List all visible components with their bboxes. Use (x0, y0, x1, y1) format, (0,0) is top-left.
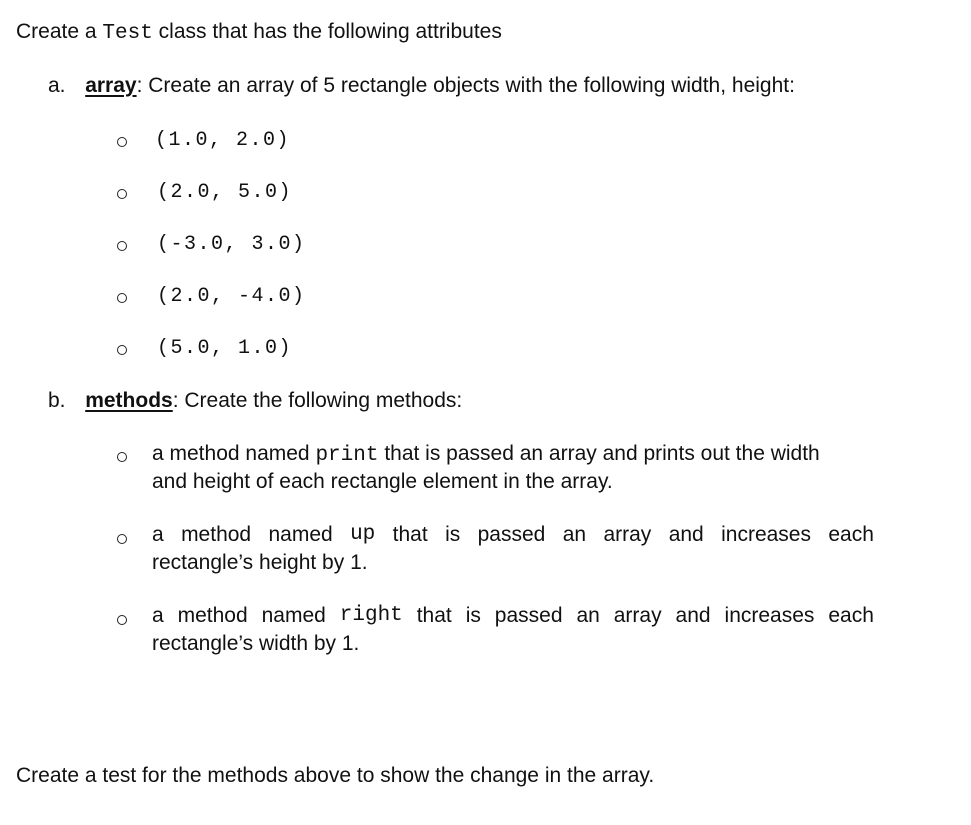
intro-class-name: Test (102, 22, 153, 45)
method-print-line1 (152, 440, 820, 470)
section-a-heading (48, 72, 795, 100)
method-word: and (675, 604, 711, 627)
section-b-letter: b. (48, 389, 66, 412)
array-item: (2.0, 5.0) (157, 181, 293, 204)
bullet-icon (117, 137, 127, 147)
method-word: is (465, 604, 481, 627)
method-up-line2: rectangle’s height by 1. (152, 551, 368, 574)
method-pre: a method named (152, 442, 310, 465)
intro-suffix: class that has the following attributes (158, 20, 502, 43)
method-word: array (603, 523, 652, 546)
section-b-text: : Create the following methods: (172, 389, 463, 412)
array-item: (5.0, 1.0) (157, 337, 293, 360)
method-right-line2: rectangle’s width by 1. (152, 632, 360, 655)
bullet-icon (117, 534, 127, 544)
method-word: a (152, 523, 164, 546)
section-a-letter: a. (48, 74, 66, 97)
intro-prefix: Create a (16, 20, 97, 43)
bullet-icon (117, 293, 127, 303)
array-item: (1.0, 2.0) (155, 129, 291, 152)
method-up-line1 (152, 521, 874, 549)
section-b-keyword: methods (85, 389, 173, 412)
method-word: is (445, 523, 461, 546)
method-name-print: print (315, 444, 379, 467)
section-a-keyword: array (85, 74, 137, 97)
method-word: named (268, 523, 333, 546)
method-word: passed (494, 604, 563, 627)
method-word: an (562, 523, 587, 546)
method-word: and (668, 523, 704, 546)
method-word: passed (477, 523, 546, 546)
bullet-icon (117, 241, 127, 251)
method-word: an (576, 604, 600, 627)
method-word: increases (721, 523, 811, 546)
array-item: (-3.0, 3.0) (157, 233, 306, 256)
method-word: each (828, 523, 874, 546)
bullet-icon (117, 452, 127, 462)
method-post: that is passed an array and prints out the width (384, 442, 820, 465)
bullet-icon (117, 345, 127, 355)
bullet-icon (117, 189, 127, 199)
section-a-text: : Create an array of 5 rectangle objects with the following width, height: (136, 74, 795, 97)
intro-line (16, 18, 502, 48)
method-word: each (828, 604, 874, 627)
method-word: increases (724, 604, 815, 627)
method-word: that (392, 523, 428, 546)
method-name-up: up (350, 523, 376, 546)
method-word: that (416, 604, 452, 627)
section-b-heading (48, 387, 462, 415)
array-item: (2.0, -4.0) (157, 285, 306, 308)
method-word: method (181, 523, 252, 546)
footer-instruction: Create a test for the methods above to show the change in the array. (16, 764, 655, 787)
method-word: named (261, 604, 326, 627)
method-word: method (177, 604, 248, 627)
bullet-icon (117, 615, 127, 625)
method-print-line2: and height of each rectangle element in the array. (152, 470, 613, 493)
method-word: array (613, 604, 662, 627)
method-word: a (152, 604, 164, 627)
method-name-right: right (339, 604, 403, 627)
method-right-line1 (152, 602, 874, 630)
